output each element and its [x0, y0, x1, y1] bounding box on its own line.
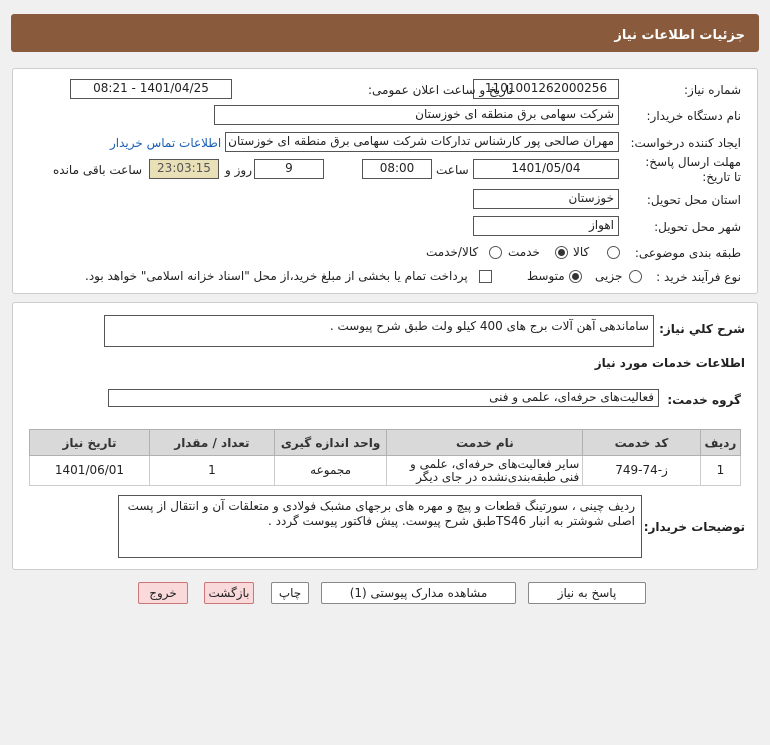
- category-goods-radio[interactable]: [607, 246, 620, 259]
- col-quantity: تعداد / مقدار: [149, 430, 274, 456]
- col-row: ردیف: [700, 430, 740, 456]
- services-table: [29, 429, 741, 486]
- summary-field: ساماندهی آهن آلات برج های 400 کیلو ولت طبق شرح پیوست .: [104, 315, 654, 347]
- treasury-payment-note: پرداخت تمام یا بخشی از مبلغ خرید،از محل "اسناد خزانه اسلامی" خواهد بود.: [85, 269, 468, 283]
- days-label: روز و: [225, 163, 252, 177]
- buyer-org-field: شرکت سهامی برق منطقه ای خوزستان: [214, 105, 619, 125]
- table-header-row: [30, 430, 741, 456]
- need-info-panel: [12, 68, 758, 294]
- city-label: شهر محل تحویل:: [654, 220, 741, 234]
- summary-label: شرح کلي نیاز:: [659, 322, 745, 336]
- category-goods-service-label: کالا/خدمت: [426, 245, 479, 259]
- creator-field: مهران صالحی پور کارشناس تدارکات شرکت سهامی برق منطقه ای خوزستان: [225, 132, 619, 152]
- buyer-notes-field: ردیف چینی ، سورتینگ قطعات و پیچ و مهره های برجهای مشبک فولادی و متعلقات آن و انتقال از پست اصلی شوشتر به انبار TS46طبق شرح پیوست. پیش فاکتور پیوست گردد .: [118, 495, 642, 558]
- service-group-field: فعالیت‌های حرفه‌ای، علمی و فنی: [108, 389, 659, 407]
- services-heading: اطلاعات خدمات مورد نیاز: [594, 356, 745, 370]
- attachments-button[interactable]: مشاهده مدارک پیوستی (1): [321, 582, 516, 604]
- category-goods-service-radio[interactable]: [489, 246, 502, 259]
- deadline-time-label: ساعت: [436, 163, 469, 177]
- reply-button[interactable]: پاسخ به نیاز: [528, 582, 646, 604]
- cell-quantity: 1: [149, 456, 274, 486]
- buyer-notes-label: توضیحات خریدار:: [643, 520, 745, 534]
- deadline-label: مهلت ارسال پاسخ: تا تاریخ:: [645, 155, 741, 184]
- cell-service-name: سایر فعالیت‌های حرفه‌ای، علمی و فنی طبقه‌بندی‌نشده در جای دیگر: [387, 456, 583, 486]
- deadline-time-field: 08:00: [362, 159, 432, 179]
- remaining-label: ساعت باقی مانده: [53, 163, 143, 177]
- process-minor-radio[interactable]: [629, 270, 642, 283]
- table-row: [30, 456, 741, 486]
- remaining-time-field: 23:03:15: [149, 159, 219, 179]
- page-header: [11, 14, 759, 52]
- announce-field: 1401/04/25 - 08:21: [70, 79, 232, 99]
- page-title: جزئیات اطلاعات نیاز: [614, 28, 745, 43]
- cell-unit: مجموعه: [274, 456, 387, 486]
- cell-row: 1: [700, 456, 740, 486]
- process-medium-radio[interactable]: [569, 270, 582, 283]
- col-service-name: نام خدمت: [387, 430, 583, 456]
- process-minor-label: جزیی: [595, 269, 623, 283]
- need-number-label: شماره نیاز:: [684, 83, 741, 97]
- cell-need-date: 1401/06/01: [30, 456, 150, 486]
- category-goods-label: کالا: [573, 245, 590, 259]
- treasury-payment-checkbox[interactable]: [479, 270, 492, 283]
- print-button[interactable]: چاپ: [271, 582, 309, 604]
- city-field: اهواز: [473, 216, 619, 236]
- buyer-contact-link[interactable]: اطلاعات تماس خریدار: [110, 136, 222, 150]
- col-unit: واحد اندازه گیری: [274, 430, 387, 456]
- col-need-date: تاریخ نیاز: [30, 430, 150, 456]
- cell-service-code: ز-74-749: [583, 456, 701, 486]
- days-field: 9: [254, 159, 324, 179]
- province-label: استان محل تحویل:: [646, 193, 741, 207]
- exit-button[interactable]: خروج: [138, 582, 188, 604]
- service-group-label: گروه خدمت:: [667, 393, 741, 407]
- province-field: خوزستان: [473, 189, 619, 209]
- category-label: طبقه بندی موضوعی:: [634, 246, 741, 260]
- creator-label: ایجاد کننده درخواست:: [630, 136, 741, 150]
- need-details-panel: [12, 302, 758, 570]
- announce-label: تاریخ و ساعت اعلان عمومی:: [368, 83, 513, 97]
- category-service-radio[interactable]: [555, 246, 568, 259]
- back-button[interactable]: بازگشت: [204, 582, 254, 604]
- buyer-org-label: نام دستگاه خریدار:: [646, 109, 741, 123]
- deadline-date-field: 1401/05/04: [473, 159, 619, 179]
- need-number-field: 1101001262000256: [473, 79, 619, 99]
- process-medium-label: متوسط: [527, 269, 565, 283]
- process-label: نوع فرآیند خرید :: [656, 270, 741, 284]
- category-service-label: خدمت: [508, 245, 540, 259]
- col-service-code: کد خدمت: [583, 430, 701, 456]
